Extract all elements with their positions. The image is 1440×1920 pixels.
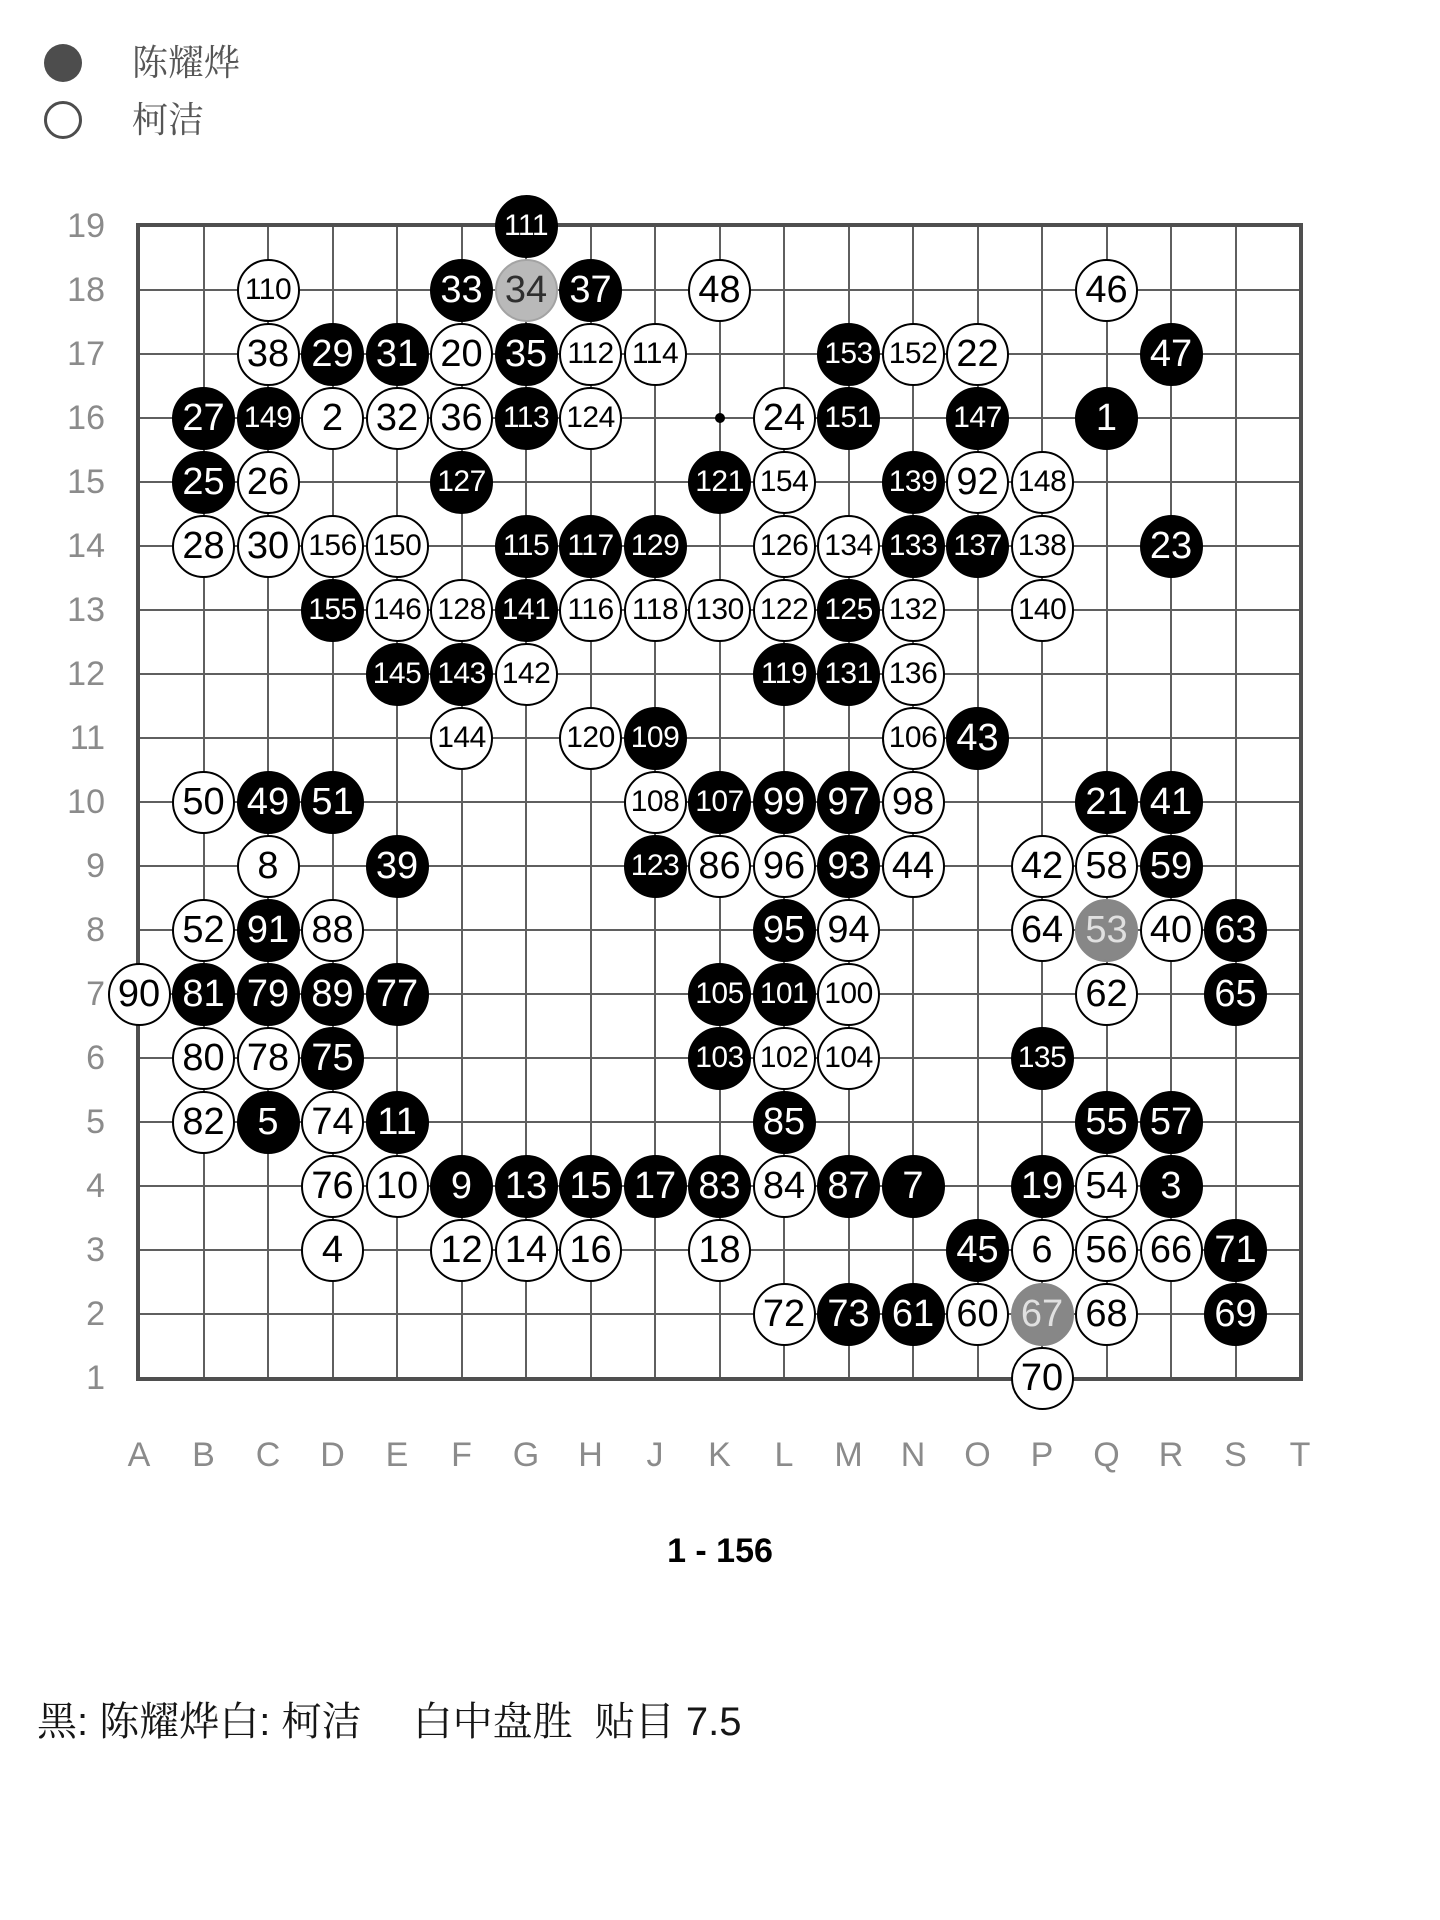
stone-55: 55 — [1075, 1091, 1138, 1154]
stone-12: 12 — [430, 1219, 493, 1282]
stone-122: 122 — [753, 579, 816, 642]
stone-133: 133 — [882, 515, 945, 578]
stone-109: 109 — [624, 707, 687, 770]
stone-120: 120 — [559, 707, 622, 770]
stone-145: 145 — [366, 643, 429, 706]
col-label-N: N — [900, 1436, 926, 1474]
stone-94: 94 — [817, 899, 880, 962]
col-label-R: R — [1158, 1436, 1184, 1474]
row-label-4: 4 — [86, 1167, 105, 1205]
stone-104: 104 — [817, 1027, 880, 1090]
stone-153: 153 — [817, 323, 880, 386]
stone-70: 70 — [1011, 1347, 1074, 1410]
stone-19: 19 — [1011, 1155, 1074, 1218]
stone-79: 79 — [237, 963, 300, 1026]
stone-101: 101 — [753, 963, 816, 1026]
col-label-A: A — [127, 1436, 151, 1474]
stone-134: 134 — [817, 515, 880, 578]
stone-136: 136 — [882, 643, 945, 706]
move-range-caption: 1 - 156 — [667, 1532, 773, 1570]
stone-37: 37 — [559, 259, 622, 322]
stone-106: 106 — [882, 707, 945, 770]
col-label-E: E — [385, 1436, 409, 1474]
stone-58: 58 — [1075, 835, 1138, 898]
stone-143: 143 — [430, 643, 493, 706]
col-label-D: D — [320, 1436, 345, 1474]
stone-41: 41 — [1140, 771, 1203, 834]
stone-25: 25 — [172, 451, 235, 514]
stone-24: 24 — [753, 387, 816, 450]
stone-18: 18 — [688, 1219, 751, 1282]
stone-45: 45 — [946, 1219, 1009, 1282]
row-label-9: 9 — [86, 847, 105, 885]
stone-126: 126 — [753, 515, 816, 578]
stone-50: 50 — [172, 771, 235, 834]
row-label-12: 12 — [67, 655, 105, 693]
col-label-J: J — [646, 1436, 664, 1474]
stone-36: 36 — [430, 387, 493, 450]
stone-63: 63 — [1204, 899, 1267, 962]
col-label-K: K — [708, 1436, 731, 1474]
stone-30: 30 — [237, 515, 300, 578]
stone-52: 52 — [172, 899, 235, 962]
stone-135: 135 — [1011, 1027, 1074, 1090]
stone-142: 142 — [495, 643, 558, 706]
stone-21: 21 — [1075, 771, 1138, 834]
stone-38: 38 — [237, 323, 300, 386]
stone-33: 33 — [430, 259, 493, 322]
stone-83: 83 — [688, 1155, 751, 1218]
stone-17: 17 — [624, 1155, 687, 1218]
row-label-2: 2 — [86, 1295, 105, 1333]
stone-71: 71 — [1204, 1219, 1267, 1282]
stone-121: 121 — [688, 451, 751, 514]
stone-130: 130 — [688, 579, 751, 642]
stone-148: 148 — [1011, 451, 1074, 514]
col-label-H: H — [578, 1436, 603, 1474]
stone-87: 87 — [817, 1155, 880, 1218]
black-player-name: 陈耀烨 — [132, 42, 241, 83]
stone-144: 144 — [430, 707, 493, 770]
stone-39: 39 — [366, 835, 429, 898]
stone-128: 128 — [430, 579, 493, 642]
col-label-C: C — [255, 1436, 281, 1474]
stone-26: 26 — [237, 451, 300, 514]
stone-152: 152 — [882, 323, 945, 386]
stone-138: 138 — [1011, 515, 1074, 578]
stone-35: 35 — [495, 323, 558, 386]
stone-117: 117 — [559, 515, 622, 578]
stone-82: 82 — [172, 1091, 235, 1154]
stone-92: 92 — [946, 451, 1009, 514]
stone-16: 16 — [559, 1219, 622, 1282]
stone-105: 105 — [688, 963, 751, 1026]
stone-65: 65 — [1204, 963, 1267, 1026]
stone-75: 75 — [301, 1027, 364, 1090]
col-label-B: B — [192, 1436, 215, 1474]
stone-85: 85 — [753, 1091, 816, 1154]
stone-46: 46 — [1075, 259, 1138, 322]
stone-140: 140 — [1011, 579, 1074, 642]
stone-73: 73 — [817, 1283, 880, 1346]
stone-141: 141 — [495, 579, 558, 642]
row-label-5: 5 — [86, 1103, 105, 1141]
stone-110: 110 — [237, 259, 300, 322]
row-label-6: 6 — [86, 1039, 105, 1077]
stone-77: 77 — [366, 963, 429, 1026]
stone-68: 68 — [1075, 1283, 1138, 1346]
stone-13: 13 — [495, 1155, 558, 1218]
stone-137: 137 — [946, 515, 1009, 578]
stone-44: 44 — [882, 835, 945, 898]
stone-69: 69 — [1204, 1283, 1267, 1346]
stone-86: 86 — [688, 835, 751, 898]
row-label-17: 17 — [67, 335, 105, 373]
row-label-8: 8 — [86, 911, 105, 949]
stone-81: 81 — [172, 963, 235, 1026]
stone-139: 139 — [882, 451, 945, 514]
row-label-13: 13 — [67, 591, 105, 629]
stone-129: 129 — [624, 515, 687, 578]
col-label-F: F — [451, 1436, 472, 1474]
stone-7: 7 — [882, 1155, 945, 1218]
stone-116: 116 — [559, 579, 622, 642]
stone-23: 23 — [1140, 515, 1203, 578]
white-player-name: 柯洁 — [132, 99, 205, 140]
row-label-1: 1 — [86, 1359, 105, 1397]
stone-34: 34 — [495, 259, 558, 322]
col-label-L: L — [774, 1436, 794, 1474]
stone-132: 132 — [882, 579, 945, 642]
stone-80: 80 — [172, 1027, 235, 1090]
stone-76: 76 — [301, 1155, 364, 1218]
stone-96: 96 — [753, 835, 816, 898]
stone-14: 14 — [495, 1219, 558, 1282]
stone-57: 57 — [1140, 1091, 1203, 1154]
stone-113: 113 — [495, 387, 558, 450]
stone-125: 125 — [817, 579, 880, 642]
stone-9: 9 — [430, 1155, 493, 1218]
stone-40: 40 — [1140, 899, 1203, 962]
stone-131: 131 — [817, 643, 880, 706]
row-label-15: 15 — [67, 463, 105, 501]
stone-90: 90 — [108, 963, 171, 1026]
stone-124: 124 — [559, 387, 622, 450]
stone-123: 123 — [624, 835, 687, 898]
stone-89: 89 — [301, 963, 364, 1026]
stone-43: 43 — [946, 707, 1009, 770]
stone-32: 32 — [366, 387, 429, 450]
stone-147: 147 — [946, 387, 1009, 450]
stone-64: 64 — [1011, 899, 1074, 962]
stone-84: 84 — [753, 1155, 816, 1218]
stone-54: 54 — [1075, 1155, 1138, 1218]
stone-151: 151 — [817, 387, 880, 450]
stone-48: 48 — [688, 259, 751, 322]
stone-5: 5 — [237, 1091, 300, 1154]
stone-91: 91 — [237, 899, 300, 962]
stone-119: 119 — [753, 643, 816, 706]
game-result-line: 黑: 陈耀烨白: 柯洁 白中盘胜 贴目 7.5 — [37, 1700, 742, 1744]
stone-2: 2 — [301, 387, 364, 450]
stone-15: 15 — [559, 1155, 622, 1218]
stone-10: 10 — [366, 1155, 429, 1218]
row-label-18: 18 — [67, 271, 105, 309]
stone-51: 51 — [301, 771, 364, 834]
stone-150: 150 — [366, 515, 429, 578]
stone-154: 154 — [753, 451, 816, 514]
stone-118: 118 — [624, 579, 687, 642]
row-label-10: 10 — [67, 783, 105, 821]
stone-61: 61 — [882, 1283, 945, 1346]
stone-93: 93 — [817, 835, 880, 898]
stone-112: 112 — [559, 323, 622, 386]
col-label-O: O — [964, 1436, 991, 1474]
stone-67: 67 — [1011, 1283, 1074, 1346]
stone-98: 98 — [882, 771, 945, 834]
stone-107: 107 — [688, 771, 751, 834]
stone-146: 146 — [366, 579, 429, 642]
stone-115: 115 — [495, 515, 558, 578]
stone-155: 155 — [301, 579, 364, 642]
row-label-16: 16 — [67, 399, 105, 437]
stone-103: 103 — [688, 1027, 751, 1090]
stone-22: 22 — [946, 323, 1009, 386]
row-label-19: 19 — [67, 207, 105, 245]
stone-66: 66 — [1140, 1219, 1203, 1282]
stone-111: 111 — [495, 195, 558, 258]
row-label-7: 7 — [86, 975, 105, 1013]
stone-99: 99 — [753, 771, 816, 834]
row-label-14: 14 — [67, 527, 105, 565]
stone-29: 29 — [301, 323, 364, 386]
stone-97: 97 — [817, 771, 880, 834]
stone-56: 56 — [1075, 1219, 1138, 1282]
stone-11: 11 — [366, 1091, 429, 1154]
col-label-M: M — [834, 1436, 863, 1474]
stone-1: 1 — [1075, 387, 1138, 450]
stone-27: 27 — [172, 387, 235, 450]
stone-108: 108 — [624, 771, 687, 834]
star-point — [715, 413, 725, 423]
stone-62: 62 — [1075, 963, 1138, 1026]
stone-74: 74 — [301, 1091, 364, 1154]
stone-59: 59 — [1140, 835, 1203, 898]
stone-4: 4 — [301, 1219, 364, 1282]
col-label-S: S — [1224, 1436, 1247, 1474]
stone-42: 42 — [1011, 835, 1074, 898]
stone-72: 72 — [753, 1283, 816, 1346]
col-label-G: G — [512, 1436, 540, 1474]
stone-102: 102 — [753, 1027, 816, 1090]
stone-53: 53 — [1075, 899, 1138, 962]
stone-47: 47 — [1140, 323, 1203, 386]
stone-31: 31 — [366, 323, 429, 386]
stone-114: 114 — [624, 323, 687, 386]
stone-20: 20 — [430, 323, 493, 386]
stone-156: 156 — [301, 515, 364, 578]
stone-3: 3 — [1140, 1155, 1203, 1218]
stone-6: 6 — [1011, 1219, 1074, 1282]
col-label-P: P — [1030, 1436, 1054, 1474]
stone-49: 49 — [237, 771, 300, 834]
stone-95: 95 — [753, 899, 816, 962]
stone-100: 100 — [817, 963, 880, 1026]
stone-60: 60 — [946, 1283, 1009, 1346]
col-label-T: T — [1289, 1436, 1311, 1474]
stone-127: 127 — [430, 451, 493, 514]
stone-88: 88 — [301, 899, 364, 962]
stone-28: 28 — [172, 515, 235, 578]
stone-149: 149 — [237, 387, 300, 450]
row-label-3: 3 — [86, 1231, 105, 1269]
row-label-11: 11 — [69, 719, 105, 757]
col-label-Q: Q — [1093, 1436, 1120, 1474]
stone-8: 8 — [237, 835, 300, 898]
stone-78: 78 — [237, 1027, 300, 1090]
